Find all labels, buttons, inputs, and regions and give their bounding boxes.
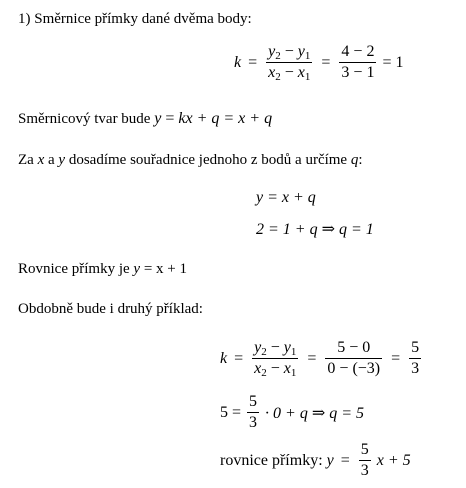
- paragraph-5: Obdobně bude i druhý příklad:: [18, 301, 203, 317]
- heading-text: 1) Směrnice přímky dané dvěma body:: [18, 11, 252, 27]
- equation-line-2: rovnice přímky: y = $\frac{5}{3}$ x + 5: [220, 441, 411, 479]
- equation-slope-2: k = $\frac{y_2 - y_1}{x_2 - x_1}$ = $\frac{5 - 0}{0 - (-3)}$ = $\frac{5}{3}$: [220, 339, 420, 379]
- text-slope-form: Směrnicový tvar bude: [18, 111, 151, 127]
- paragraph-3: Za x a y dosadíme souřadnice jednoho z bodů a určíme q:: [18, 152, 363, 168]
- equation-slope-1: k = $\frac{y_2 - y_1}{x_2 - x_1}$ = $\frac{4 - 2}{3 - 1}$ = 1: [234, 43, 404, 83]
- fraction-general: $\frac{y_2 - y_1}{x_2 - x_1}$: [268, 43, 311, 83]
- var-k: k: [234, 53, 242, 71]
- equation-substitution-1: y = x + q: [256, 189, 316, 206]
- fraction-denominator: 3 − 1: [341, 64, 375, 81]
- fraction-values: [339, 42, 376, 83]
- equation-q-2: 5 = $\frac{5}{3}$ · 0 + q ⇒ q = 5: [220, 393, 365, 431]
- equation-result: = 1: [382, 53, 404, 71]
- paragraph-4: Rovnice přímky je y = x + 1: [18, 261, 187, 277]
- equation-substitution-2: 2 = 1 + q ⇒ q = 1: [256, 221, 374, 238]
- paragraph-1: [18, 10, 252, 28]
- paragraph-2: Směrnicový tvar bude y = kx + q = x + q: [18, 110, 273, 127]
- fraction-numerator: 4 − 2: [339, 42, 376, 63]
